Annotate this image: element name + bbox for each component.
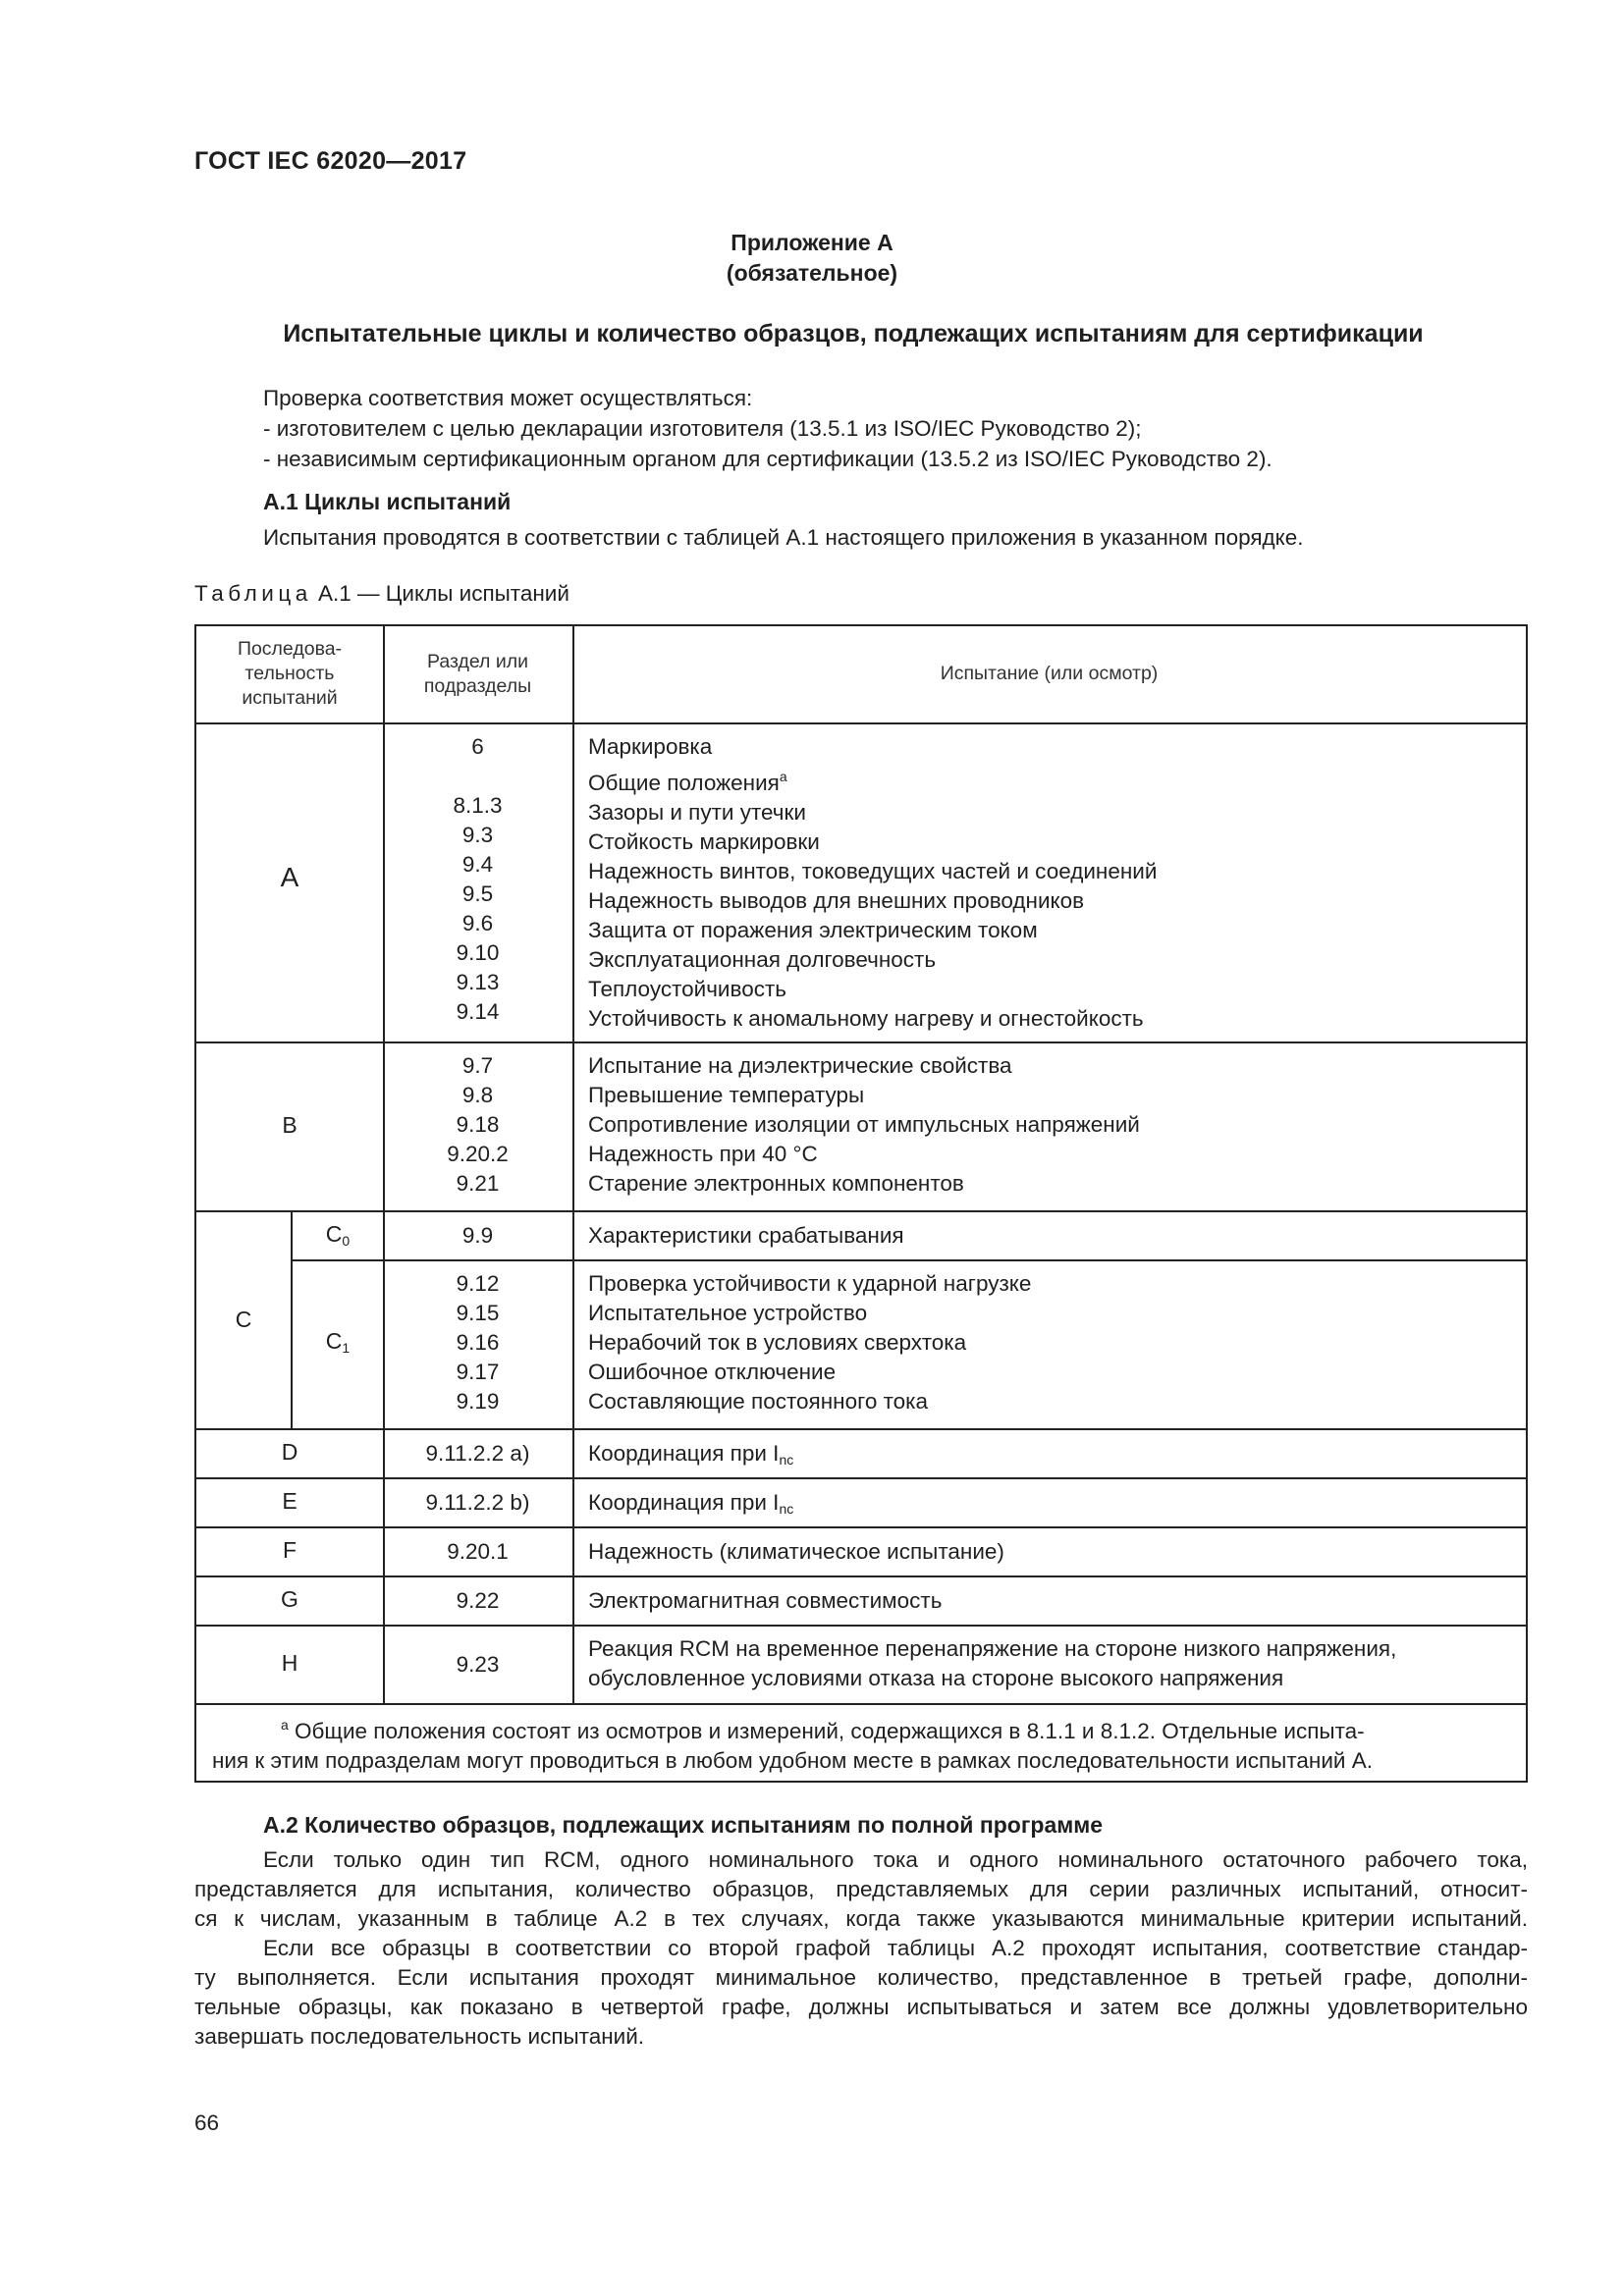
intro-line: - независимым сертификационным органом для сертификации (13.5.2 из ISO/IEC Руководство 2). xyxy=(263,447,1272,471)
header-sequence: Последова- тельность испытаний xyxy=(237,638,343,709)
annex-title-block xyxy=(0,228,1624,289)
group-a-clauses: 6 8.1.3 9.3 9.4 9.5 9.6 9.10 9.13 9.14 xyxy=(453,734,503,1024)
group-c1-label: $C_1$ xyxy=(325,1328,351,1356)
header-test: Испытание (или осмотр) xyxy=(940,663,1159,684)
row-h-clause: 9.23 xyxy=(456,1652,500,1677)
intro-line: - изготовителем с целью декларации изготовителя (13.5.1 из ISO/IEC Руководство 2); xyxy=(263,416,1142,441)
test-cycles-table xyxy=(194,624,1528,1783)
section-a2-paragraph-2: Если все образцы в соответствии со второй графой таблицы А.2 проходят испытания, соответствие стандар- ту выполняется. Если испытания проходят минимальное количество, представленное в третьей графе, дополни- тельные образцы, как показано в четвертой графе, должны испытываться и затем все должны удовлетворительно завершать последовательность испытаний. xyxy=(194,1936,1528,2049)
footnote-mark: a xyxy=(779,769,787,784)
group-b-clauses: 9.7 9.8 9.18 9.20.2 9.21 xyxy=(447,1053,509,1196)
section-a2-paragraph-1: Если только один тип RCM, одного номинального тока и одного номинального остаточного рабочего тока, представляется для испытания, количество образцов, представляемых для серии различных испытаний, относит- ся к числам, указанным в таблице А.2 в тех случаях, когда также указываются минимальные критерии испытаний. xyxy=(194,1847,1528,1931)
table-rule xyxy=(196,1428,1526,1430)
section-a1-title: А.1 Циклы испытаний xyxy=(263,489,512,514)
section-a2-title: А.2 Количество образцов, подлежащих испытаниям по полной программе xyxy=(263,1812,1104,1838)
table-caption-title: А.1 — Циклы испытаний xyxy=(311,581,569,606)
table-rule xyxy=(196,1477,1526,1479)
row-d-label: D xyxy=(281,1439,298,1465)
table-rule xyxy=(572,626,574,1703)
group-b-label: B xyxy=(282,1112,298,1138)
row-d-clause: 9.11.2.2 а) xyxy=(425,1441,530,1466)
row-e-test: Координация при $I_{nc}$ xyxy=(588,1490,794,1517)
table-rule xyxy=(291,1259,1526,1261)
table-rule xyxy=(196,1210,1526,1212)
footnote-mark: a xyxy=(281,1717,289,1733)
row-g-test: Электромагнитная совместимость xyxy=(588,1588,943,1613)
group-a-label: A xyxy=(280,862,299,892)
annex-status: (обязательное) xyxy=(726,260,898,286)
row-h-test: Реакция RCM на временное перенапряжение на стороне низкого напряжения, обусловленное условиями отказа на стороне высокого напряжения xyxy=(588,1636,1397,1690)
page-number: 66 xyxy=(194,2110,220,2135)
row-d-test: Координация при $I_{nc}$ xyxy=(588,1441,794,1468)
row-f-clause: 9.20.1 xyxy=(447,1539,509,1564)
table-rule xyxy=(196,1703,1526,1705)
group-c-label: C xyxy=(235,1307,252,1332)
row-g-clause: 9.22 xyxy=(456,1588,500,1613)
intro-text xyxy=(263,383,1272,474)
document-header: ГОСТ IEC 62020—2017 xyxy=(194,147,467,175)
row-f-test: Надежность (климатическое испытание) xyxy=(588,1539,1004,1564)
group-c1-tests: Проверка устойчивости к ударной нагрузке Испытательное устройство Нерабочий ток в условиях сверхтока Ошибочное отключение Составляющие постоянного тока xyxy=(588,1271,1032,1414)
intro-line: Проверка соответствия может осуществляться: xyxy=(263,386,753,410)
row-h-label: H xyxy=(281,1650,298,1676)
group-c1-clauses: 9.12 9.15 9.16 9.17 9.19 xyxy=(456,1271,500,1414)
row-g-label: G xyxy=(281,1586,298,1612)
group-a-tests: Маркировка Общие положения$^a$ Зазоры и пути утечки Стойкость маркировки Надежность винтов, токоведущих частей и соединений Надежность выводов для внешних проводников Защита от поражения электрическим током Эксплуатационная долговечность Теплоустойчивость Устойчивость к аномальному нагреву и огнестойкость xyxy=(588,734,1158,1031)
table-rule xyxy=(196,1526,1526,1528)
table-rule xyxy=(196,722,1526,724)
row-e-clause: 9.11.2.2 b) xyxy=(425,1490,530,1515)
annex-heading: Испытательные циклы и количество образцов, подлежащих испытаниям для сертификации xyxy=(283,320,1424,347)
section-a1-text: Испытания проводятся в соответствии с таблицей А.1 настоящего приложения в указанном порядке. xyxy=(263,525,1304,550)
table-caption-label: Таблица xyxy=(194,581,312,606)
table-caption xyxy=(194,581,569,607)
row-e-label: E xyxy=(282,1488,298,1514)
group-c0-test: Характеристики срабатывания xyxy=(588,1223,904,1248)
annex-title: Приложение А xyxy=(731,230,893,255)
group-c0-clause: 9.9 xyxy=(461,1223,494,1248)
group-c0-label: $C_0$ xyxy=(325,1221,351,1249)
table-rule xyxy=(196,1625,1526,1627)
table-footnote: $^a$ Общие положения состоят из осмотров и измерений, содержащихся в 8.1.1 и 8.1.2. Отдельные испыта- ния к этим подразделам могут проводиться в любом удобном месте в рамках последовательности испытаний А. xyxy=(212,1717,1373,1773)
row-f-label: F xyxy=(282,1537,298,1563)
group-b-tests: Испытание на диэлектрические свойства Превышение температуры Сопротивление изоляции от импульсных напряжений Надежность при 40 °С Старение электронных компонентов xyxy=(588,1053,1140,1196)
header-clause: Раздел или подразделы xyxy=(423,651,532,697)
table-rule xyxy=(196,1575,1526,1577)
table-rule xyxy=(196,1041,1526,1043)
